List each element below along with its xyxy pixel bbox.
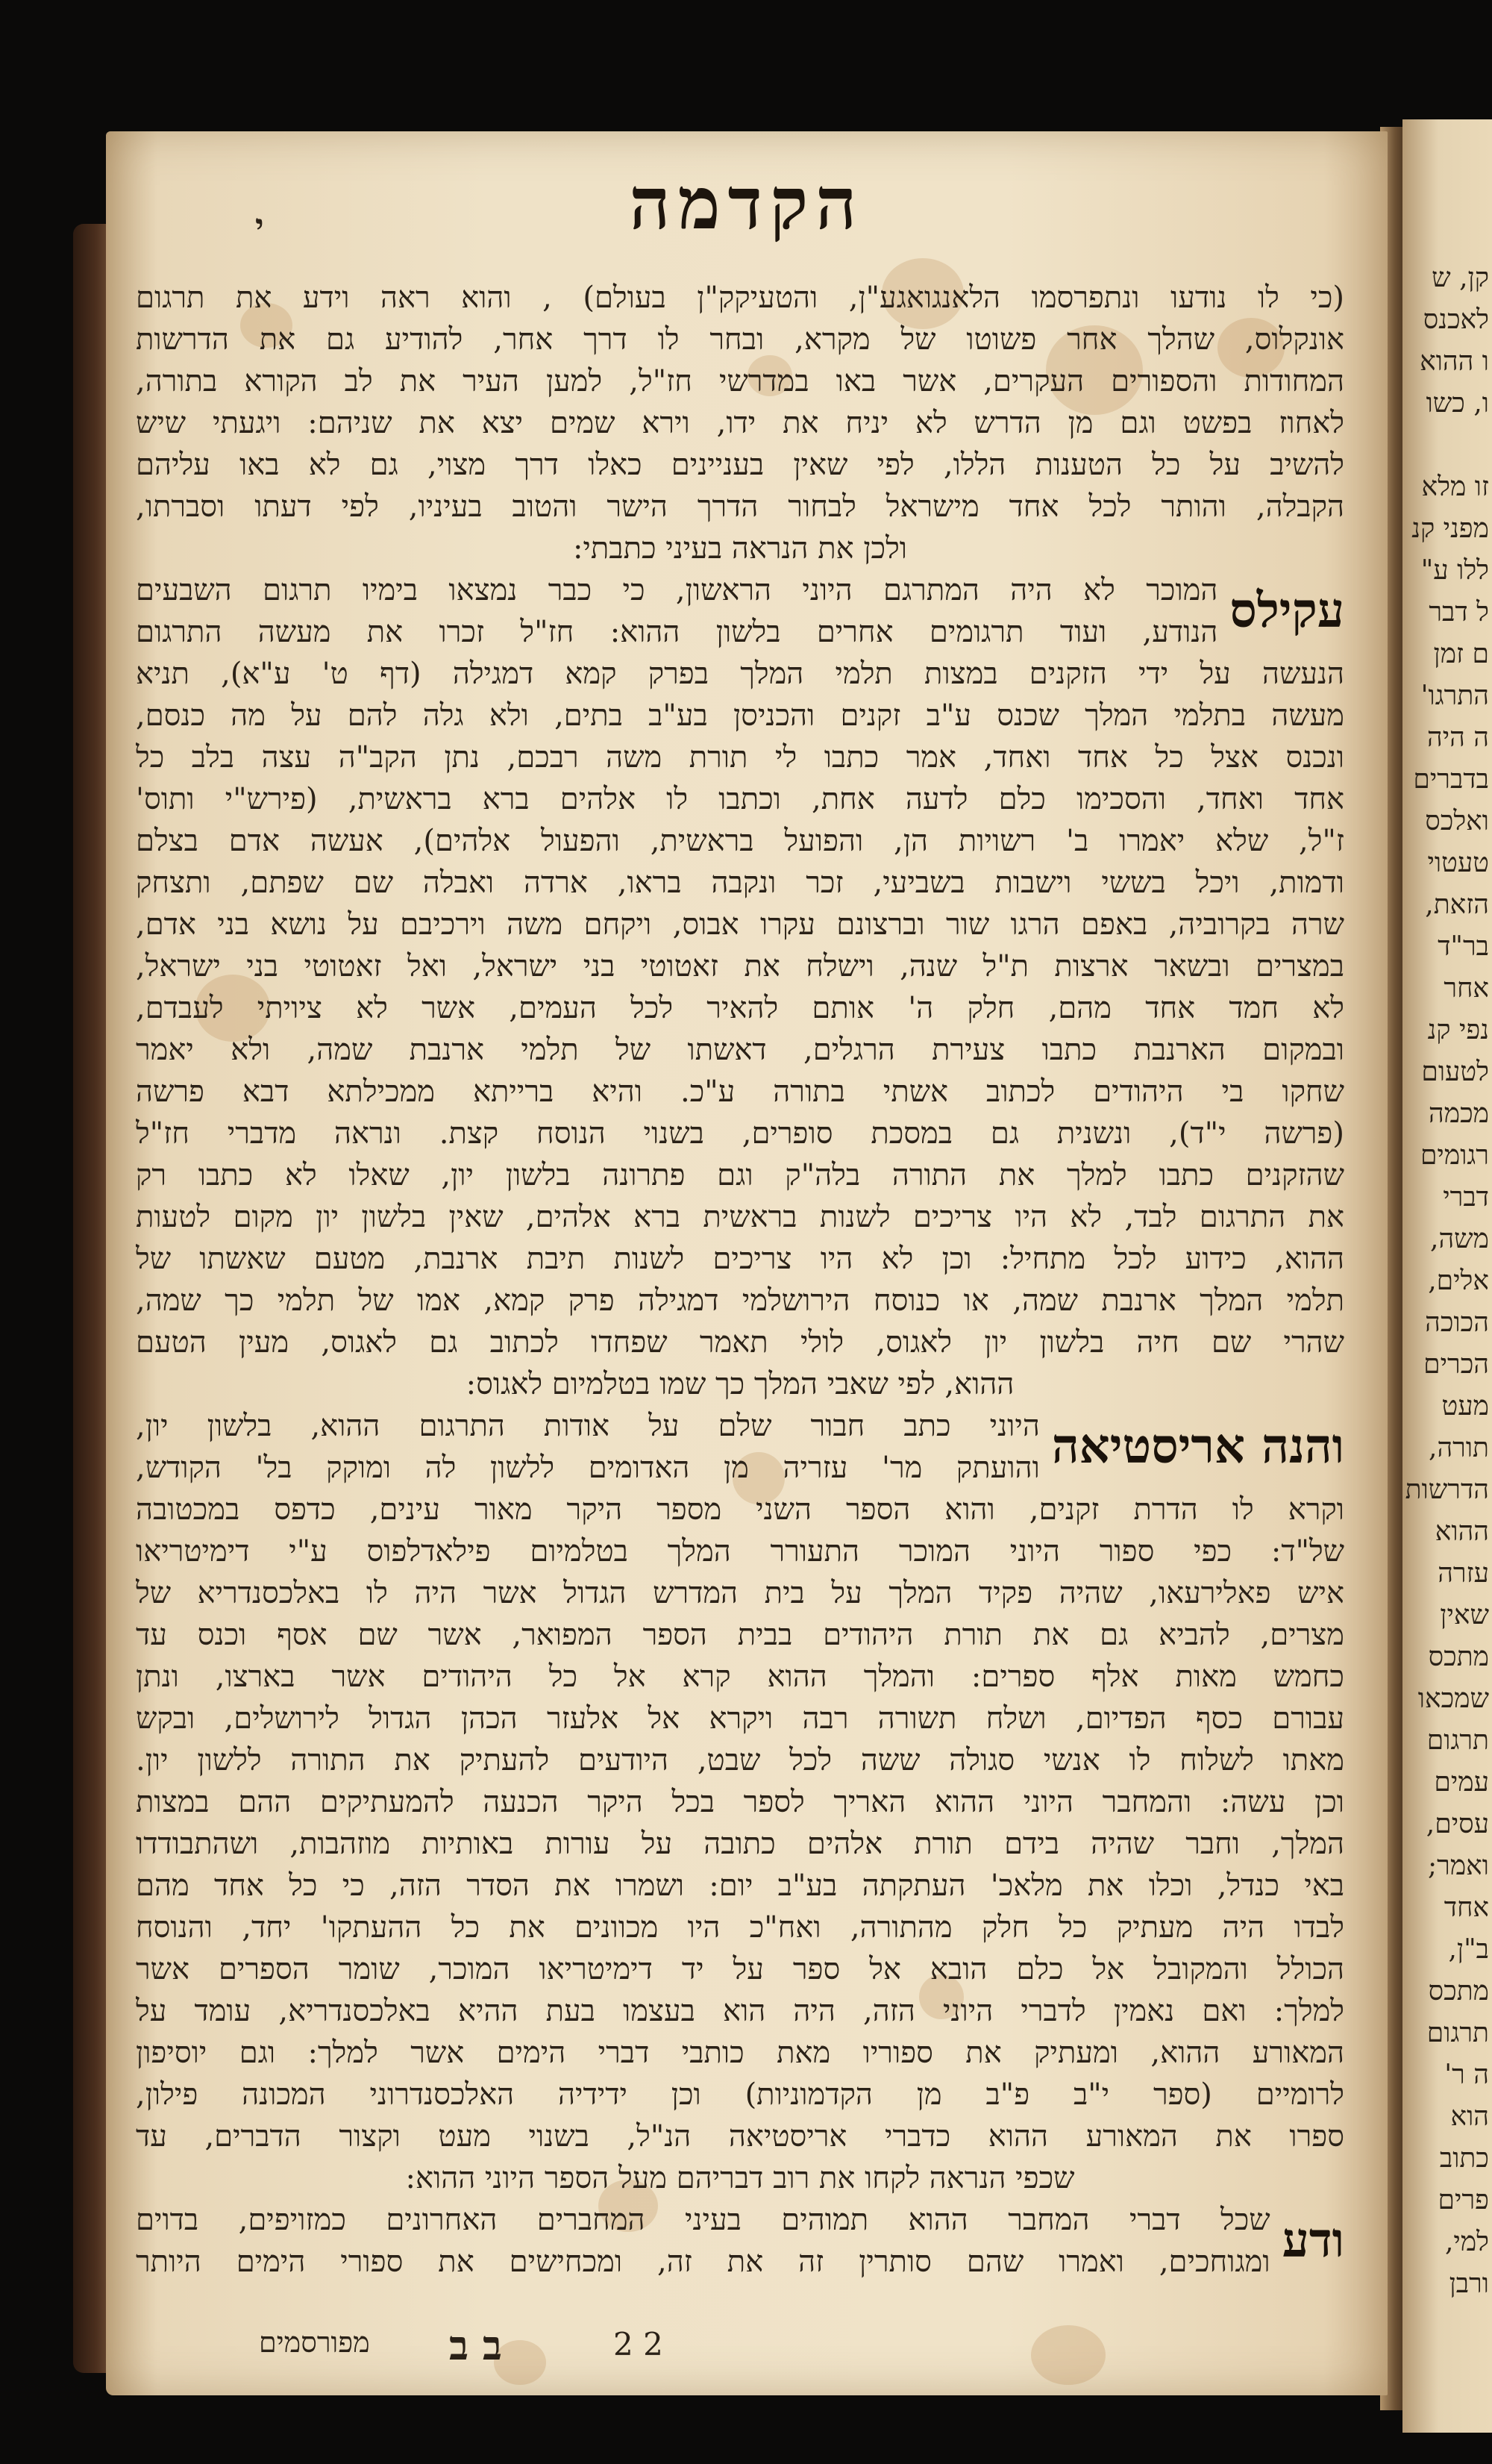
facing-page-line: אלים, (1428, 1266, 1489, 1296)
text-line: למלך: ואם נאמין לדברי היוני הזה, היה הוא בעצמו בעת ההיא באלכסנדריא, עומד על (136, 1994, 1344, 2028)
facing-page-line: טעטוי (1427, 848, 1489, 878)
text-line: המוכר לא היה המתרגם היוני הראשון, כי כבר נמצאו בימיו תרגום השבעים (136, 573, 1218, 607)
text-line: ודמות, ויכל בששי וישבות בשביעי, זכר ונקבה בראו, ארדה ואבלה שם שפתם, ותצחק (136, 866, 1344, 900)
facing-page-line: שמכאו (1417, 1683, 1489, 1714)
facing-page-line: לאכנס (1423, 304, 1489, 335)
facing-page-line: תרגום (1426, 2018, 1489, 2048)
text-line: ההוא, לפי שאבי המלך כך שמו בטלמיום לאגוס: (466, 1367, 1015, 1401)
page-title: הקדמה (629, 161, 865, 246)
facing-page-line: אחר (1444, 973, 1489, 1004)
text-line: שרה בקרוביה, באפם הרגו שור וברצונם עקרו אבוס, ויקחם משה וירכיבם על נושא בני אדם, (136, 907, 1344, 942)
text-line: המלך, וחבר שהיה בידם תורת אלהים כתובה על עורות באותיות מוזהבות, ושהתבודדו (136, 1827, 1344, 1861)
text-line: לבדו היה מעתיק כל חלק מהתורה, ואח"כ היו מכוונים את כל ההעתקו' יחד, והנוסח (136, 1910, 1344, 1945)
section-know (136, 2199, 1344, 2283)
facing-page-line: הוא (1450, 2101, 1489, 2132)
facing-page-line: משה, (1430, 1224, 1489, 1254)
signature-number: 2 2 (613, 2326, 663, 2363)
facing-page-line (1402, 425, 1492, 466)
facing-page-line: ללו ע" (1420, 555, 1489, 586)
text-line: ונכנס אצל כל אחד ואחד, אמר כתבו לי תורת משה רבכם, נתן הקב"ה עצה בלב כל (136, 740, 1344, 775)
section-heading: ודע (1282, 2213, 1344, 2268)
text-line: תלמי המלך ארנבת שמה, או כנוסח הירושלמי דמגילה פרק קמא, אמו של תלמי כך שמה, (136, 1283, 1344, 1318)
facing-page-line: מכמה (1429, 1098, 1489, 1129)
facing-page-line: ם זמן (1433, 639, 1489, 669)
text-line: הקבלה, והותר לכל אחד מישראל לבחור הדרך הישר והטוב בעיניו, לפי דעתו וסברתו, (136, 490, 1344, 524)
facing-page-line: הזאת, (1425, 889, 1489, 920)
facing-page-line: ו ההוא (1420, 346, 1489, 377)
facing-page-line: מתכס (1428, 1642, 1489, 1672)
page-footer (106, 2321, 1388, 2369)
text-line: ז"ל, שלא יאמרו ב' רשויות הן, והפועל בראשית, והפעול אלהים), אעשה אדם בצלם (136, 824, 1344, 858)
paragraph-aquila (136, 569, 1344, 1405)
section-aristeas (136, 1405, 1344, 2199)
text-line: שהרי שם חיה בלשון יון לאגוס, לולי תאמר שפחדו לכתוב גם לאגוס, מעין הטעם (136, 1325, 1344, 1360)
text-line: איש פאלירעאו, שהיה פקיד המלך על בית המדרש הגדול אשר היה לו באלכסנדריא של (136, 1576, 1344, 1610)
facing-page-line: התרגו' (1420, 681, 1489, 711)
section-heading: והנה אריסטיאה (1051, 1419, 1344, 1475)
facing-page-line: מעט (1441, 1391, 1489, 1422)
text-line: אונקלוס, שהלך אחר פשוטו של מקרא, ובחר לו דרך אחר, להודיע גם את הדרשות (136, 322, 1344, 357)
text-line: ההוא, כידוע לכל מתחיל: וכן לא היו צריכים לשנות תיבת ארנבת, מטעם שאשתו של (136, 1242, 1344, 1276)
text-line: אחד ואחד, והסכימו כלם לדעה אחת, וכתבו לו אלהים ברא בראשית, (פירש"י ותוס' (136, 782, 1344, 816)
facing-page-line: עסים, (1426, 1809, 1489, 1839)
text-line: הנודע, ועוד תרגומים אחרים בלשון ההוא: חז"ל זכרו את מעשה התרגום (136, 615, 1218, 649)
facing-page-line: שאין (1440, 1600, 1489, 1630)
text-line: שכל דברי המחבר ההוא תמוהים בעיני המחברים האחרונים כמזויפים, בדוים (136, 2203, 1270, 2237)
text-line: (כי לו נודעו ונתפרסמו הלאנגואגע"ן, והטעיקק"ן בעולם) , והוא ראה וידע את תרגום (136, 281, 1344, 315)
facing-page-line: לטעום (1421, 1057, 1489, 1087)
facing-page-line: ה היה (1426, 722, 1489, 753)
page-header (106, 161, 1388, 251)
signature-mark: ב ב (449, 2321, 502, 2369)
facing-page-edge (1402, 119, 1492, 2433)
text-line: (פרשה י"ד), ונשנית גם במסכת סופרים, בשנוי הנוסח קצת. ונראה מדברי חז"ל (136, 1116, 1344, 1151)
facing-page-line: ו, כשו (1426, 388, 1489, 419)
facing-page-line: מפני קנ (1411, 513, 1489, 544)
facing-page-line: ואלכס (1425, 806, 1489, 837)
facing-page-line: בדברים (1413, 764, 1489, 795)
facing-page-line: אחד (1444, 1892, 1489, 1923)
paragraph-know (136, 2199, 1344, 2283)
text-line: ובמקום הארנבת כתבו צעירת הרגלים, דאשתו של תלמי ארנבת שמה, ולא יאמר (136, 1033, 1344, 1067)
facing-page-line: ההוא (1435, 1516, 1489, 1547)
facing-page-line: ב"ן, (1448, 1934, 1489, 1965)
text-line: במצרים ובשאר ארצות ת"ל שנה, וישלח את זאטוטי בני ישראל, ואל זאטוטי בני ישראל, (136, 949, 1344, 984)
text-line: מאתו לשלוח לו אנשי סגולה ששה לכל שבט, היודעים להעתיק את התורה ללשון יון. (136, 1743, 1344, 1777)
facing-page-line: בר"ד (1438, 931, 1489, 962)
text-line: וכן עשה: והמחבר היוני ההוא האריך לספר בכל היקר הכנעה להמעתיקים ההם במצות (136, 1785, 1344, 1819)
section-heading: עקילס (1229, 583, 1344, 639)
facing-page-line: תורה, (1429, 1433, 1489, 1463)
text-line: ומגוחכים, ואמרו שהם סותרין זה את זה, ומכחישים את ספורי הימים היותר (136, 2245, 1270, 2279)
paragraph-intro (136, 277, 1344, 569)
text-line: שכפי הנראה לקחו את רוב דבריהם מעל הספר היוני ההוא: (405, 2161, 1075, 2195)
facing-page-line: מתכס (1428, 1976, 1489, 2007)
text-line: לא חמד אחד מהם, חלק ה' אותם להאיר לכל העמים, אשר לא ציויתי לעבדם, (136, 991, 1344, 1025)
facing-page-line: ורבן (1449, 2268, 1489, 2299)
text-line: ספרו את המאורע ההוא כדברי אריסטיאה הנ"ל, בשנוי מעט וקצור הדברים, עד (136, 2119, 1344, 2154)
text-line: הנעשה על ידי הזקנים במצות תלמי המלך בפרק קמא דמגילה (דף ט' ע"א), תניא (136, 657, 1344, 691)
text-line: כחמש מאות אלף ספרים: והמלך ההוא קרא אל כל היהודים אשר בארצו, ונתן (136, 1660, 1344, 1694)
text-line: לרומיים (ספר י"ב פ"ב מן הקדמוניות) וכן ידידיה האלכסנדרוני המכונה פילון, (136, 2077, 1344, 2112)
text-line: מעשה בתלמי המלך שכנס ע"ב זקנים והכניסן בע"ב בתים, ולא גלה להם על מה כנסם, (136, 698, 1344, 733)
text-line: המאורע ההוא, ומעתיק את ספוריו מאת כותבי דברי הימים אשר למלך: וגם יוסיפון (136, 2036, 1344, 2070)
facing-page-line: הכוכה (1425, 1307, 1489, 1338)
text-line: להשיב על כל הטענות הללו, לפי שאין בעניינים כאלו דרך מצוי, גם לא באו עליהם (136, 448, 1344, 482)
text-line: שחקו בי היהודים לכתוב אשתי בתורה ע"כ. והיא ברייתא ממכילתא דבא פרשה (136, 1075, 1344, 1109)
facing-page-line: קן, ש (1432, 263, 1489, 293)
facing-page-line: עמים (1434, 1767, 1489, 1798)
facing-page-line: ה ר' (1444, 2060, 1489, 2090)
facing-page-line: רגומים (1420, 1140, 1489, 1171)
facing-page-line: כתוב (1439, 2143, 1489, 2174)
section-aquila (136, 569, 1344, 1405)
facing-page-line: ל דבר (1429, 597, 1489, 628)
facing-page-line: למי, (1444, 2227, 1489, 2257)
main-text (136, 277, 1344, 2283)
facing-page-line: ואמר; (1428, 1851, 1489, 1881)
book-page (106, 131, 1388, 2395)
text-line: ולכן את הנראה בעיני כתבתי: (572, 531, 908, 566)
facing-page-line: תרגום (1426, 1725, 1489, 1756)
text-line: וקרא לו הדרת זקנים, והוא הספר השני מספר היקר מאור עינים, כדפס במכטובה (136, 1492, 1344, 1527)
text-line: באי כנדל, וכלו את מלאכ' העתקתה בע"ב יום: ושמרו את הסדר הזה, כי כל אחד מהם (136, 1869, 1344, 1903)
facing-page-line: נפי קנ (1427, 1015, 1489, 1045)
book-spine (73, 224, 110, 2373)
text-line: היוני כתב חבור שלם על אודות התרגום ההוא, בלשון יון, (136, 1409, 1040, 1443)
facing-page-line: עזרה (1438, 1558, 1489, 1589)
facing-page-line: הכרים (1423, 1349, 1489, 1380)
facing-page-line: דברי (1443, 1182, 1489, 1213)
text-line: עבורם כסף הפדיום, ושלח תשורה רבה ויקרא אל אלעזר הכהן הגדול לירושלים, ובקש (136, 1701, 1344, 1736)
paragraph-aristeas (136, 1405, 1344, 2199)
facing-page-line: זו מלא (1421, 472, 1489, 502)
catchword: מפורסמים (259, 2326, 370, 2359)
facing-page-line: פרים (1438, 2185, 1489, 2216)
text-line: של"ד: כפי ספור היוני המוכר התעורר המלך בטלמיום פילאדלפוס ע"י דימיטריאו (136, 1534, 1344, 1569)
text-line: המחודות והספורים העקרים, אשר באו במדרשי חז"ל, למען העיר את לב הקורא בתורה, (136, 364, 1344, 398)
text-line: את התרגום לבד, לא היו צריכים לשנות בראשית ברא אלהים, שאין בלשון יון מקום לטעות (136, 1200, 1344, 1234)
page-number: י (255, 207, 264, 246)
text-line: מצרים, להביא גם את תורת היהודים בבית הספר המפואר, אשר שם אסף וכנס עד (136, 1618, 1344, 1652)
text-line: והועתק מר' עזריה מן האדומים ללשון לה ומוקק בל' הקודש, (136, 1451, 1040, 1485)
text-line: לאחוז בפשט וגם מן הדרש לא יניח את ידו, וירא שמים יצא את שניהם: ויגעתי שיש (136, 406, 1344, 440)
text-line: הכולל והמקובל אל כלם הובא אל ספר על יד דימיטריאו המוכר, שומר הספרים אשר (136, 1952, 1344, 1986)
text-line: שהזקנים כתבו למלך את התורה בלה"ק וגם פתרונה בלשון יון, שאלו לא כתבו רק (136, 1158, 1344, 1192)
facing-page-line: הדרשות (1405, 1475, 1489, 1505)
